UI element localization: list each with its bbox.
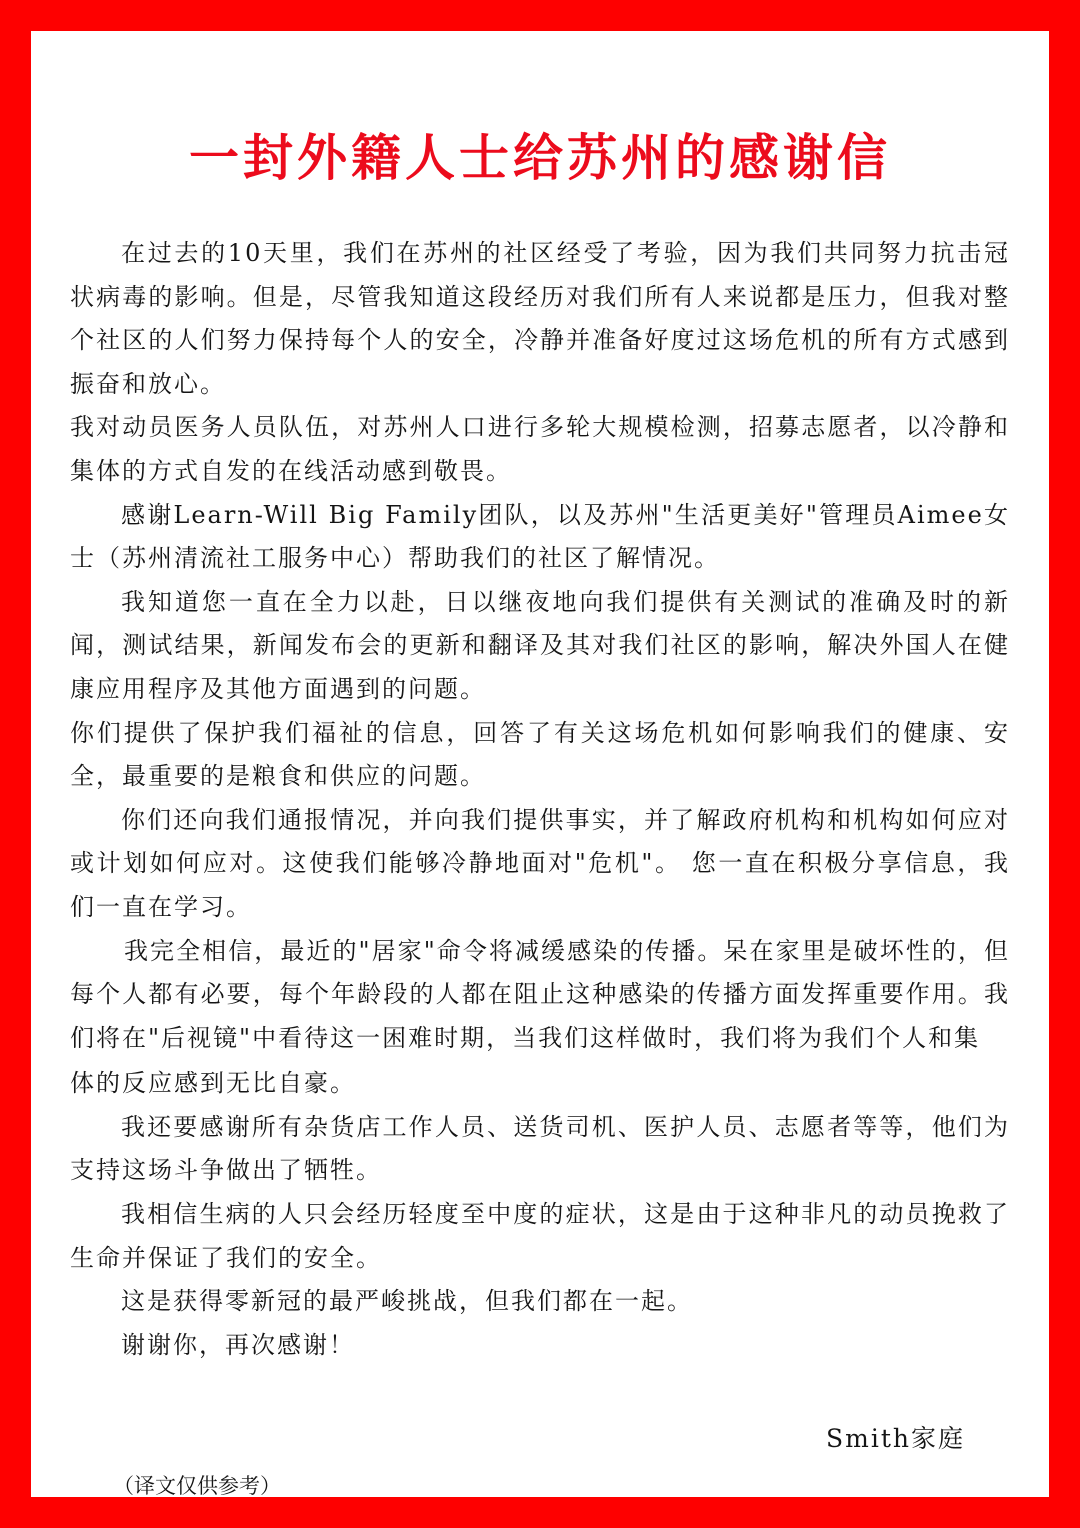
signature: Smith家庭 bbox=[826, 1424, 965, 1453]
paragraph-7-continuation: 体的反应感到无比自豪。 bbox=[70, 1069, 356, 1098]
paragraph-8: 我还要感谢所有杂货店工作人员、送货司机、医护人员、志愿者等等，他们为支持这场斗争做出了牺牲。 bbox=[70, 1112, 1010, 1185]
paragraph-2: 我对动员医务人员队伍，对苏州人口进行多轮大规模检测，招募志愿者，以冷静和集体的方式自发的在线活动感到敬畏。 bbox=[70, 413, 1010, 485]
letter-page bbox=[31, 31, 1049, 1497]
translation-note: （译文仅供参考） bbox=[113, 1474, 281, 1498]
letter-title: 一封外籍人士给苏州的感谢信 bbox=[189, 129, 891, 187]
paragraph-5: 你们提供了保护我们福祉的信息，回答了有关这场危机如何影响我们的健康、安全，最重要的是粮食和供应的问题。 bbox=[70, 718, 1010, 791]
paragraph-6: 你们还向我们通报情况，并向我们提供事实，并了解政府机构和机构如何应对或计划如何应对。这使我们能够冷静地面对"危机"。 您一直在积极分享信息，我们一直在学习。 bbox=[70, 805, 1010, 921]
paragraph-7: 我完全相信，最近的"居家"命令将减缓感染的传播。呆在家里是破坏性的，但每个人都有必要，每个年龄段的人都在阻止这种感染的传播方面发挥重要作用。我们将在"后视镜"中看待这一困难时期，当我们这样做时，我们将为我们个人和集 bbox=[70, 936, 1010, 1052]
paragraph-4: 我知道您一直在全力以赴，日以继夜地向我们提供有关测试的准确及时的新闻，测试结果，新闻发布会的更新和翻译及其对我们社区的影响，解决外国人在健康应用程序及其他方面遇到的问题。 bbox=[70, 587, 1010, 703]
paragraph-3: 感谢Learn-Will Big Family团队，以及苏州"生活更美好"管理员Aimee女士（苏州清流社工服务中心）帮助我们的社区了解情况。 bbox=[70, 500, 1010, 573]
paragraph-10: 这是获得零新冠的最严峻挑战，但我们都在一起。 bbox=[121, 1287, 693, 1316]
paragraph-11: 谢谢你，再次感谢！ bbox=[121, 1330, 355, 1359]
letter-body bbox=[70, 232, 1010, 1367]
paragraph-9: 我相信生病的人只会经历轻度至中度的症状，这是由于这种非凡的动员挽救了生命并保证了我们的安全。 bbox=[70, 1200, 1010, 1272]
paragraph-1: 在过去的10天里，我们在苏州的社区经受了考验，因为我们共同努力抗击冠状病毒的影响。但是，尽管我知道这段经历对我们所有人来说都是压力，但我对整个社区的人们努力保持每个人的安全，冷静并准备好度过这场危机的所有方式感到振奋和放心。 bbox=[70, 239, 1010, 398]
